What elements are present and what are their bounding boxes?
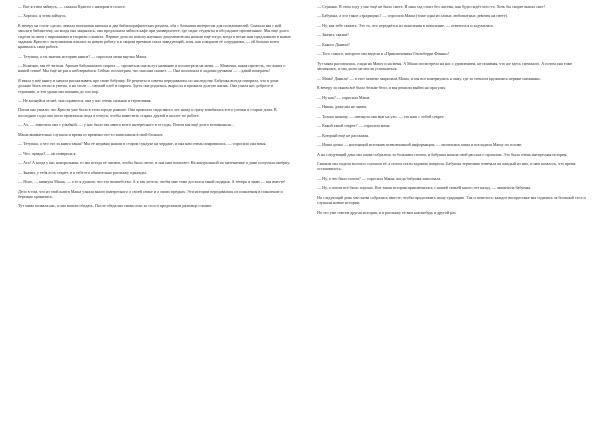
paragraph: Маша внимательно слушала и время от времени что-то записывала в свой блокнот. [18, 131, 164, 137]
paragraph: — Ага! А когда у нас контрольная, то мы всегда её читаем, чтобы было легче, и она нам помогает. На контрольной по математике я даже получила пятёрку. [18, 160, 290, 166]
paragraph: — Ясно, — кивнула Маша, — а то я думала, что это волшебство. А я так хотела, чтобы мне тоже достался такой подарок. А теперь я знаю — мы вместе! [18, 179, 286, 185]
paragraph: Я взяла у неё книгу и начала рассказывать про свою бабушку. Её рецепты и советы передавались по наследству. Бабушка всегда говорила, что в доме должно быть тепло и уютно, а на столе — свежий хлеб и пироги. Здесь она родилась, выросла и прожила долгую жизнь. Она учила нас доброте и терпению, и эти уроки мы помним до сих пор. [18, 77, 279, 94]
paragraph: — Того самого, которого мы видели в «Приключениях Гекльберри Финна»! [317, 51, 450, 57]
paragraph: — Только никому, — шепнула она мне на ухо, — это наш с тобой секрет. [317, 113, 445, 119]
paragraph: — Тетушка, а ты знаешь историю книги? — спросила меня внучка Маша. [18, 53, 148, 59]
paragraph: — Значит, сказки? [317, 32, 349, 38]
paragraph: Сначала мы сидели молча и слушали её, а потом стали задавать вопросы. Бабушка терпеливо отвечала на каждый из них, и нам казалось, что время остановилось. [317, 161, 576, 172]
paragraph: — Ну, а что было потом? — спросила Маша, когда бабушка замолчала. [317, 175, 442, 181]
paragraph: — Бабушка, а что такое «традиция»? — спросила Маша (тоже одна из самых любопытных девочек на свете). [317, 13, 508, 19]
paragraph: — Что, правда? — не поверила я. [18, 150, 77, 156]
paragraph: — Какой такой секрет? — спросила мама. [317, 123, 391, 129]
left-text-column [18, 4, 291, 424]
paragraph: — Ах, — заметила она с улыбкой, — у нас было так много всего интересного в те годы. Потом мы ещё долго вспоминали... [18, 122, 234, 128]
paragraph: Тут мама позвала нас, и мы пошли обедать. После обеда мы снова сели за стол и продолжили разговор о книге. [18, 203, 213, 209]
paragraph: — Ну как? — спросила Маша. [317, 94, 371, 100]
paragraph: — Какого Данила? [317, 41, 350, 47]
paragraph: Потом мы узнали, что Кристи уже была в этом городе раньше. Она приехала сюда много лет назад и сразу влюбилась в его улочки и старые дома. В последние годы она часто приезжала сюда в отпуск, чтобы навестить старых друзей и коллег по работе. [18, 107, 277, 118]
paragraph: — Мама! Данила! — в этот момент закричала Маша, и мы все повернулись к окну, где за стеклом кружились первые снежинки. [317, 75, 541, 81]
paragraph: Тут мама рассмеялась, глядя на Машу и на меня. А Маша посмотрела на нас с удивлением, не понимая, что же здесь смешного. А потом она тоже засмеялась, и мы долго не могли успокоиться. [317, 60, 573, 72]
paragraph: — Наша дочка — настоящий источник всевозможной информации, — засмеялась мама и погладила Машу по голове. [317, 142, 523, 148]
paragraph: — Который ещё не рассказан. [317, 132, 370, 138]
paragraph: К вечеру на столе «дела» лежала поисковая записка и два библиографических раздела, оба с большим интересом для пользователей. Сначала мы с ней зашли в библиотеку, но когда она закрылась, она предложила зайти в кафе при университете, где сидят студенты и обсуждают прочитанное. Мы ещё долго сидели за чаем с пирожными и спорили о книгах. Первые дела по поиску научных документов мы начали ещё тогда, когда к весне нам предложили и новые задания. Кристи с энтузиазмом взялась за новую работу и в скором времени стала заведующей, хотя, как говорили её сотрудники, — ей больше всего нравилась сама работа. [18, 22, 291, 50]
right-text-column [317, 4, 590, 424]
paragraph: На следующий день мы снова собрались вместе, чтобы продолжить нашу традицию. Так и повелось: каждое воскресенье мы садились за большой стол и слушали новые истории. [317, 194, 586, 206]
paragraph: — Тетушка, а что это за книга такая? Мы её недавно нашли в старом сундуке на чердаке, и она нам очень понравилась, — спросила она меня. [18, 141, 267, 147]
paragraph: — Ну, как тебе сказать. Это то, что передаётся из поколения в поколение, — ответила я и задумалась. [317, 22, 495, 28]
paragraph: Дело в том, что из этой книги Маша узнала много интересного о своей семье и о своих предках. Эти истории передавались из поколения в поколение и бережно хранились. [18, 188, 283, 199]
paragraph: — Странно. В этом году у нас ещё не было снега. И наш сад стоит без листвы, как будто ждёт чего-то. Хоть бы скорее выпал снег! [317, 4, 546, 9]
paragraph: — Хорошо, я этим займусь. [18, 13, 67, 19]
paragraph: — Не волнуйся за неё, она справится, она у нас очень сильная и терпеливая. [18, 97, 152, 103]
paragraph: К вечеру за окном всё было белым-бело, и мы решили выйти на прогулку. [317, 85, 447, 91]
paragraph: Но это уже совсем другая история, и я расскажу её вам как-нибудь в другой раз. [317, 209, 457, 215]
paragraph: — Значит, у тебя есть секрет, и я тебе его обязательно расскажу однажды. [18, 169, 147, 175]
paragraph: — Конечно, мы её читали. Аромат бабушкиного пирога — прочитала она вслух название и посмотрела на меня. — Мамочка, какая прелесть, это книга о нашей семье! Мы ещё не раз к ней вернёмся. Сейчас посмотрим, что она нам скажет. — Она похлопала в ладоши ручками — ...давай поиграем! [18, 63, 286, 74]
paragraph: — Ну, а потом всё было хорошо. Вот такая история приключилась с нашей семьёй много лет назад, — закончила бабушка. [317, 185, 532, 191]
paragraph: — Вот я этим займусь, — сказала Кристи с напором в голосе. [18, 4, 126, 9]
paragraph: — Никак, даже мы не знаем. [317, 104, 368, 110]
paragraph: А на следующий день мы снова собрались за большим столом, и бабушка начала свой рассказ о прошлом. Это была очень интересная история. [317, 151, 568, 157]
